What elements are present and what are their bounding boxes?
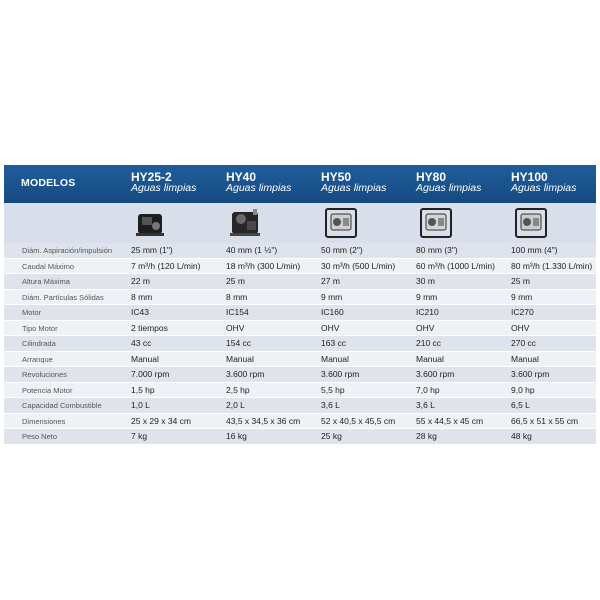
pump-image-hy50 (310, 203, 405, 243)
framed-pump-icon (324, 207, 358, 239)
model-name: HY80 (416, 170, 447, 184)
cell: 2,5 hp (226, 384, 250, 395)
models-label: MODELOS (21, 177, 76, 189)
row-label: Cilindrada (22, 339, 56, 348)
cell: Manual (416, 353, 444, 364)
row-label: Revoluciones (22, 370, 68, 379)
cell: 9,0 hp (511, 384, 535, 395)
pump-icon (229, 207, 263, 239)
cell: 27 m (321, 276, 340, 286)
product-image-row (4, 203, 596, 243)
row-label: Potencia Motor (22, 385, 73, 395)
framed-pump-icon (514, 207, 548, 239)
cell: 48 kg (511, 431, 532, 441)
cell: 5,5 hp (321, 384, 345, 395)
cell: 80 mm (3") (416, 245, 458, 255)
cell: 163 cc (321, 338, 347, 348)
spec-rows (4, 243, 596, 445)
table-row (4, 367, 596, 383)
cell: Manual (511, 353, 539, 364)
model-subtitle: Aguas limpias (321, 182, 387, 194)
cell: 8 mm (131, 291, 153, 302)
cell: 2 tiempos (131, 322, 168, 333)
cell: 25 x 29 x 34 cm (131, 415, 192, 426)
cell: 30 m³/h (500 L/min) (321, 260, 396, 271)
cell: 7 m³/h (120 L/min) (131, 260, 201, 271)
cell: 52 x 40,5 x 45,5 cm (321, 415, 396, 426)
table-row (4, 274, 596, 290)
cell: Manual (131, 353, 159, 364)
cell: OHV (416, 322, 435, 333)
pump-image-hy40 (215, 203, 310, 243)
cell: 60 m³/h (1000 L/min) (416, 260, 495, 271)
row-label: Caudal Máximo (22, 261, 75, 271)
row-label: Dimensiones (22, 416, 66, 426)
cell: 3,6 L (321, 400, 340, 410)
cell: 3,6 L (416, 400, 435, 410)
cell: 2,0 L (226, 400, 245, 410)
table-row (4, 398, 596, 414)
model-header-hy100 (500, 165, 595, 194)
row-label: Diám. Partículas Sólidas (22, 292, 104, 302)
pump-image-hy100 (500, 203, 595, 243)
model-header-hy80 (405, 165, 500, 194)
model-name: HY50 (321, 170, 352, 184)
cell: 7 kg (131, 431, 148, 441)
cell: 100 mm (4") (511, 245, 558, 255)
model-name: HY100 (511, 170, 548, 184)
cell: IC43 (131, 307, 149, 317)
cell: 270 cc (511, 338, 537, 348)
cell: Manual (226, 353, 254, 364)
cell: 43 cc (131, 338, 152, 348)
model-subtitle: Aguas limpias (226, 182, 292, 194)
model-name: HY25-2 (131, 170, 172, 184)
cell: 25 kg (321, 431, 342, 441)
row-label: Peso Neto (22, 432, 58, 441)
cell: 18 m³/h (300 L/min) (226, 260, 301, 271)
row-label: Diám. Aspiración/impulsión (22, 246, 113, 255)
table-row (4, 383, 596, 399)
cell: OHV (511, 322, 530, 333)
cell: 25 m (511, 276, 530, 286)
cell: 210 cc (416, 338, 442, 348)
cell: OHV (226, 322, 245, 333)
framed-pump-icon (419, 207, 453, 239)
cell: 25 m (226, 276, 245, 286)
model-header-hy40 (215, 165, 310, 194)
cell: 9 mm (511, 291, 533, 302)
model-subtitle: Aguas limpias (416, 182, 482, 194)
cell: IC160 (321, 307, 344, 317)
cell: 66,5 x 51 x 55 cm (511, 415, 579, 426)
table-header (4, 165, 596, 203)
cell: IC270 (511, 307, 534, 317)
cell: OHV (321, 322, 340, 333)
cell: 28 kg (416, 431, 437, 441)
image-row-label (4, 203, 120, 243)
cell: 16 kg (226, 431, 247, 441)
cell: 1,5 hp (131, 384, 155, 395)
cell: 40 mm (1 ½") (226, 245, 278, 255)
cell: 3.600 rpm (226, 369, 265, 379)
pump-image-hy80 (405, 203, 500, 243)
row-label: Tipo Motor (22, 323, 58, 333)
row-label: Motor (22, 308, 42, 317)
cell: 9 mm (321, 291, 343, 302)
table-row (4, 243, 596, 259)
table-row (4, 259, 596, 275)
table-row (4, 414, 596, 430)
table-row (4, 352, 596, 368)
cell: IC210 (416, 307, 439, 317)
cell: 43,5 x 34,5 x 36 cm (226, 415, 301, 426)
cell: 1,0 L (131, 400, 150, 410)
cell: 3.600 rpm (321, 369, 360, 379)
pump-image-hy25 (120, 203, 215, 243)
cell: 9 mm (416, 291, 438, 302)
cell: 7,0 hp (416, 384, 440, 395)
model-name: HY40 (226, 170, 257, 184)
cell: 8 mm (226, 291, 248, 302)
cell: 7.000 rpm (131, 369, 170, 379)
cell: 22 m (131, 276, 150, 286)
cell: 80 m³/h (1.330 L/min) (511, 260, 593, 271)
model-subtitle: Aguas limpias (131, 182, 197, 194)
cell: 154 cc (226, 338, 252, 348)
cell: 6,5 L (511, 400, 530, 410)
cell: Manual (321, 353, 349, 364)
spec-table (4, 165, 596, 445)
cell: 50 mm (2") (321, 245, 363, 255)
table-row (4, 321, 596, 337)
row-label: Arranque (22, 354, 53, 364)
small-pump-icon (134, 208, 166, 238)
cell: IC154 (226, 307, 249, 317)
row-label: Capacidad Combustible (22, 401, 102, 410)
table-row (4, 336, 596, 352)
table-row (4, 429, 596, 445)
cell: 55 x 44,5 x 45 cm (416, 415, 484, 426)
row-label: Altura Máxima (22, 277, 70, 286)
table-row (4, 290, 596, 306)
cell: 30 m (416, 276, 435, 286)
model-header-hy25 (120, 165, 215, 194)
cell: 3.600 rpm (416, 369, 455, 379)
model-subtitle: Aguas limpias (511, 182, 577, 194)
table-row (4, 305, 596, 321)
model-header-hy50 (310, 165, 405, 194)
cell: 3.600 rpm (511, 369, 550, 379)
cell: 25 mm (1") (131, 245, 173, 255)
